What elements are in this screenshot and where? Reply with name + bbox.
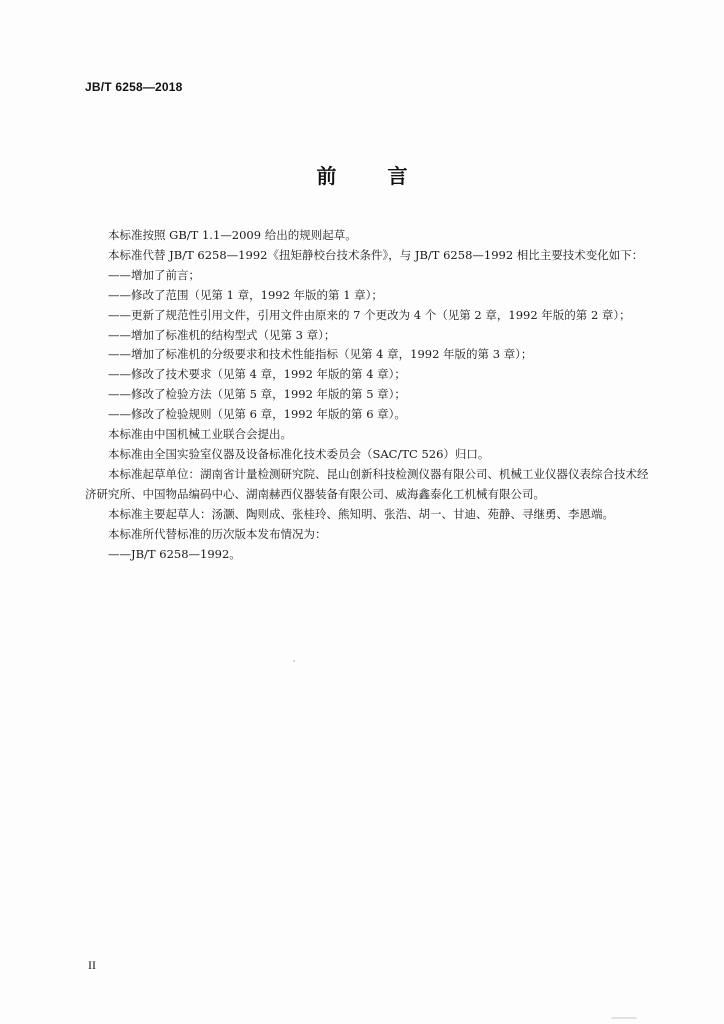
paragraph: 本标准所代替标准的历次版本发布情况为： <box>108 526 327 541</box>
list-item: ——修改了技术要求（见第 4 章，1992 年版的第 4 章）； <box>108 367 406 382</box>
scan-speck <box>611 1017 637 1019</box>
list-item: ——修改了检验方法（见第 5 章，1992 年版的第 5 章）； <box>108 387 406 402</box>
list-item: ——增加了标准机的分级要求和技术性能指标（见第 4 章，1992 年版的第 3 章）； <box>108 347 533 362</box>
paragraph: 本标准由全国实验室仪器及设备标准化技术委员会（SAC/TC 526）归口。 <box>108 446 490 461</box>
page-number: II <box>88 958 96 972</box>
list-item: ——增加了标准机的结构型式（见第 3 章）； <box>108 327 336 342</box>
paragraph: 本标准按照 GB/T 1.1—2009 给出的规则起草。 <box>108 228 357 242</box>
paragraph: 本标准起草单位：湖南省计量检测研究院、昆山创新科技检测仪器有限公司、机械工业仪器仪表综合技术经济研究所、中国物品编码中心、湖南赫西仪器装备有限公司、威海鑫泰化工机械有限公司。 <box>85 466 649 501</box>
page-title: 前 言 <box>316 164 430 188</box>
list-item: ——增加了前言； <box>108 267 200 282</box>
document-number: JB/T 6258—2018 <box>85 80 183 94</box>
paragraph: 本标准主要起草人：汤灏、陶则成、张桂玲、熊知明、张浩、胡一、甘迪、苑静、寻继勇、李恩端。 <box>108 506 614 521</box>
scan-speck <box>293 660 295 662</box>
foreword-body <box>85 226 657 564</box>
list-item: ——JB/T 6258—1992。 <box>108 546 241 561</box>
paragraph: 本标准代替 JB/T 6258—1992《扭矩静校台技术条件》，与 JB/T 6258—1992 相比主要技术变化如下： <box>108 247 644 262</box>
list-item: ——修改了检验规则（见第 6 章，1992 年版的第 6 章）。 <box>108 407 406 422</box>
paragraph: 本标准由中国机械工业联合会提出。 <box>108 427 292 442</box>
list-item: ——更新了规范性引用文件，引用文件由原来的 7 个更改为 4 个（见第 2 章，1992 年版的第 2 章）； <box>108 307 631 322</box>
list-item: ——修改了范围（见第 1 章，1992 年版的第 1 章）； <box>108 287 383 302</box>
